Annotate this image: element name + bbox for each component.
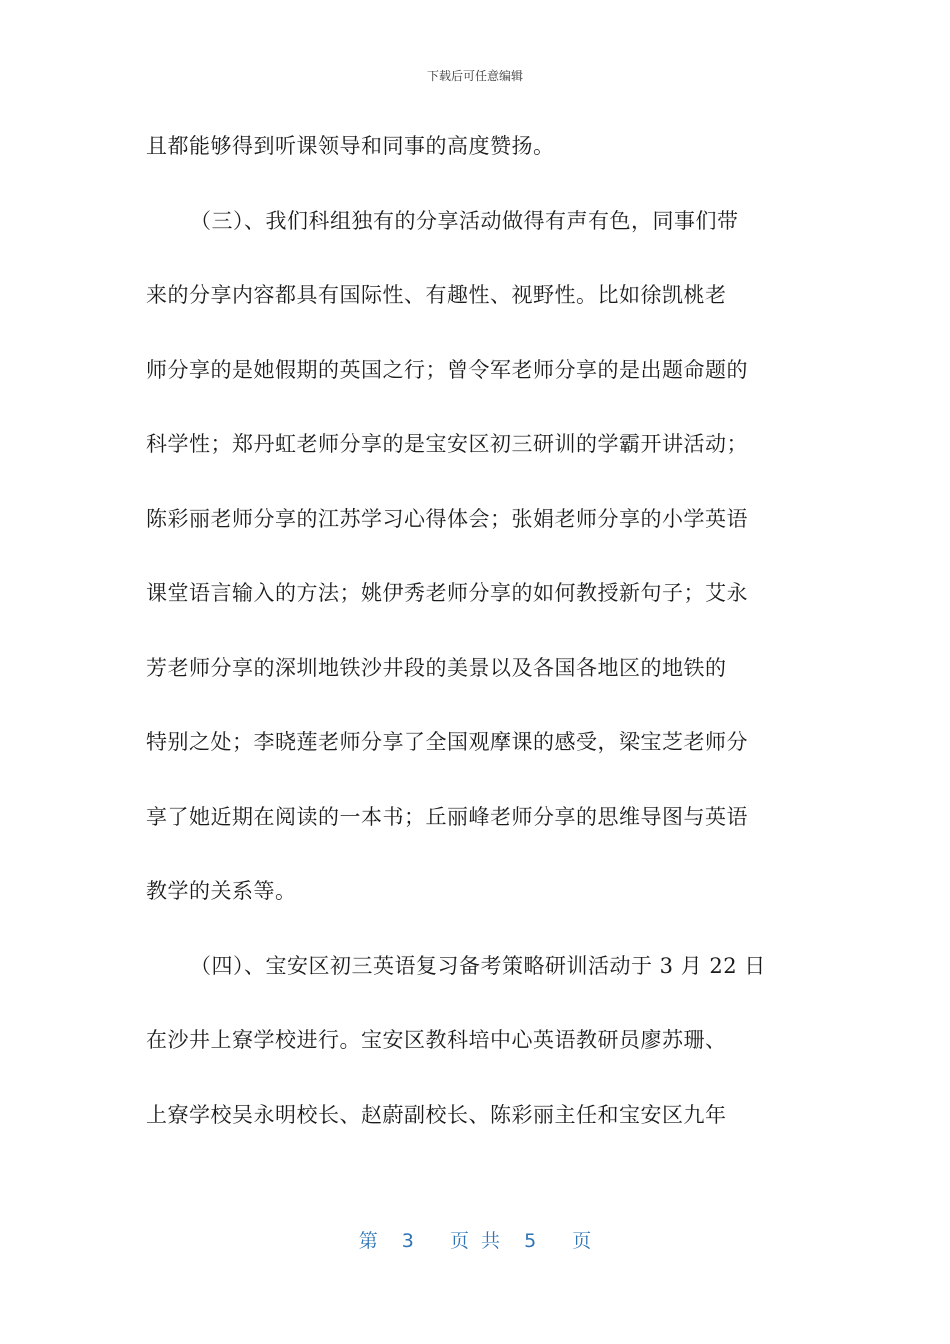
text-line: 来的分享内容都具有国际性、有趣性、视野性。比如徐凯桃老 xyxy=(146,283,727,307)
text-line: 科学性；郑丹虹老师分享的是宝安区初三研训的学霸开讲活动； xyxy=(146,432,748,456)
text-line: 陈彩丽老师分享的江苏学习心得体会；张娟老师分享的小学英语 xyxy=(146,506,748,531)
document-body xyxy=(146,128,806,1171)
text-line: 享了她近期在阅读的一本书；丘丽峰老师分享的思维导图与英语 xyxy=(146,804,748,829)
paragraph-line: （三）、我们科组独有的分享活动做得有声有色，同事们带 xyxy=(190,208,739,233)
text-line: 上寮学校吴永明校长、赵蔚副校长、陈彩丽主任和宝安区九年 xyxy=(146,1102,727,1127)
page-number-label: 第 3 页 共 5 页 xyxy=(358,1230,592,1252)
text-line: 芳老师分享的深圳地铁沙井段的美景以及各国各地区的地铁的 xyxy=(146,655,727,680)
page-number-footer xyxy=(0,1226,950,1253)
text-line: 且都能够得到听课领导和同事的高度赞扬。 xyxy=(146,134,555,158)
text-line: 在沙井上寮学校进行。宝安区教科培中心英语教研员廖苏珊、 xyxy=(146,1028,727,1052)
paragraph-line: （四）、宝安区初三英语复习备考策略研训活动于 3 月 22 日 xyxy=(190,953,766,978)
text-line: 师分享的是她假期的英国之行；曾令军老师分享的是出题命题的 xyxy=(146,357,748,382)
text-line: 教学的关系等。 xyxy=(146,879,297,903)
text-line: 特别之处；李晓莲老师分享了全国观摩课的感受，梁宝芝老师分 xyxy=(146,730,748,754)
page-header-note: 下载后可任意编辑 xyxy=(426,69,523,83)
text-line: 课堂语言输入的方法；姚伊秀老师分享的如何教授新句子；艾永 xyxy=(146,581,748,605)
